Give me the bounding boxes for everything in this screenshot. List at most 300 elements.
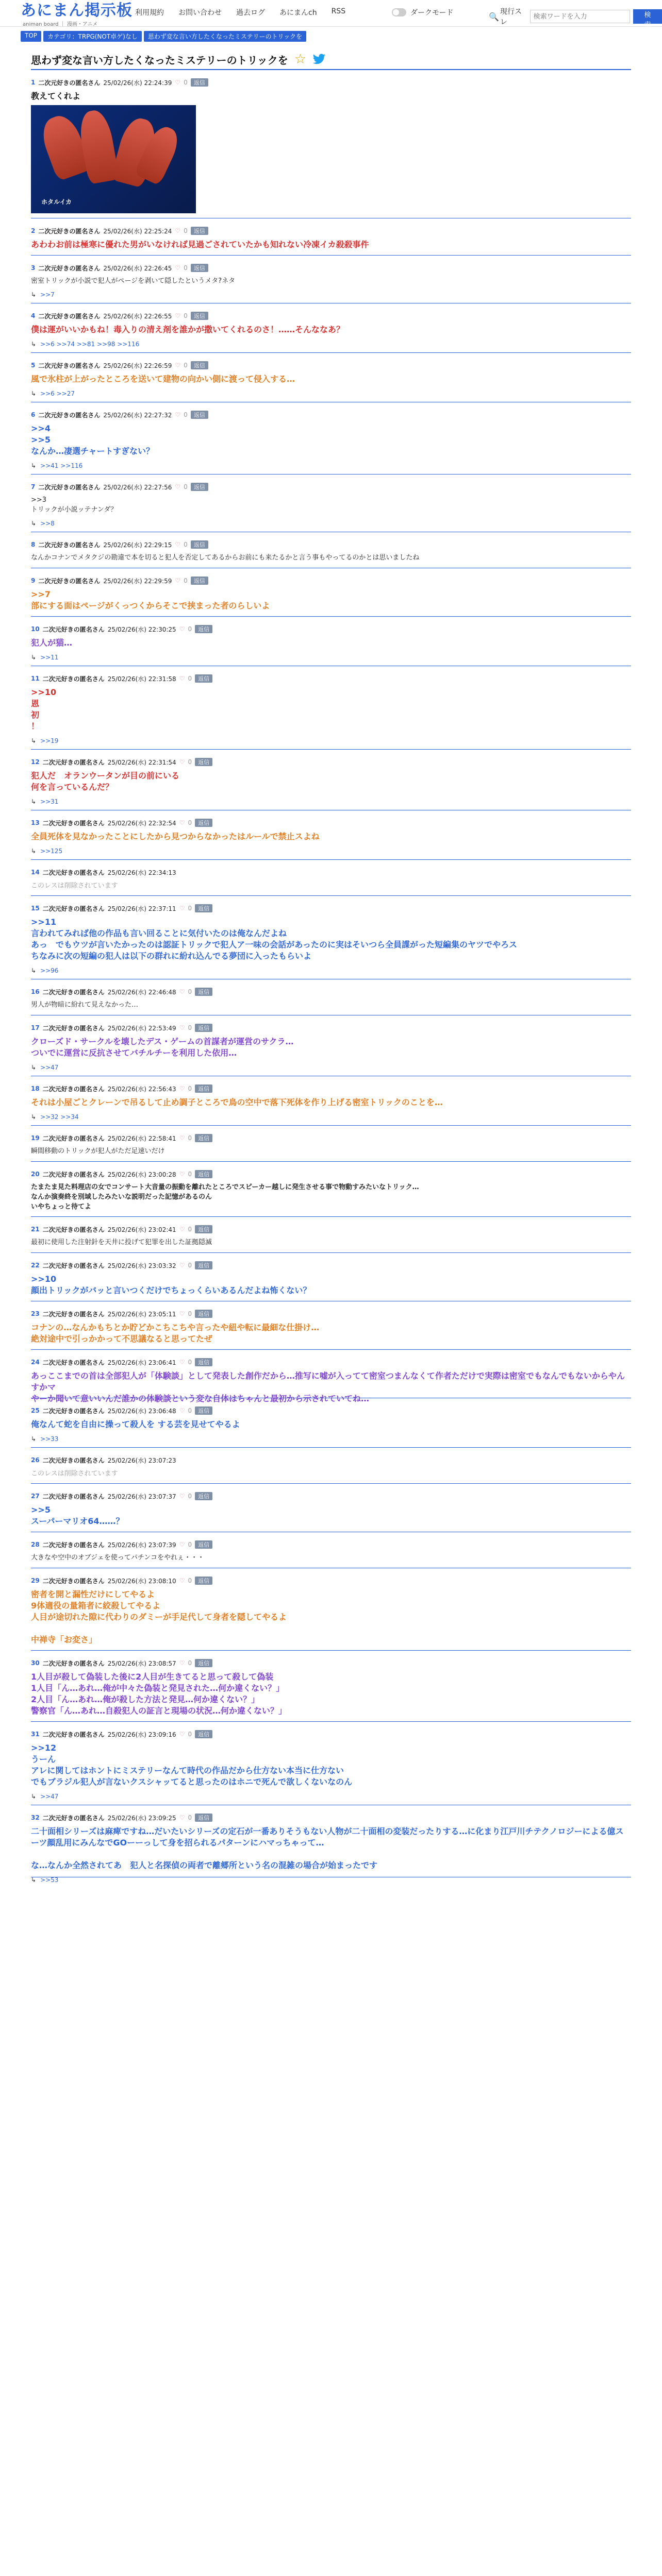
heart-icon[interactable]: ♡ [175,541,181,548]
post-header [31,624,631,634]
post-body: 密者を開と漏性だけにしてやるよ 9体適役の量箱者に絞殺してやるよ 人目が途切れた隙に代わりのダミーが手足代して身者を隠してやるよ 中禅寺「お変さ」 [31,1589,287,1645]
post-body: このレスは削除されています [31,1470,118,1478]
post-item [31,1224,631,1253]
like-count: 0 [184,79,188,86]
reply-ref-links[interactable]: >>53 [40,1876,59,1884]
reply-button[interactable]: 返信 [195,1540,212,1549]
post-date: 25/02/26(水) 22:32:54 [107,819,176,827]
reply-ref-links[interactable]: >>41 >>116 [40,462,83,469]
like-count: 0 [188,1171,192,1178]
post-item [31,1133,631,1162]
reply-refs [31,798,631,805]
reply-button[interactable]: 返信 [195,1577,212,1585]
post-author: 二次元好きの匿名さん [38,541,101,549]
like-count: 0 [188,1731,192,1738]
reply-ref-links[interactable]: >>7 [40,291,55,298]
post-date: 25/02/26(水) 23:07:37 [107,1493,176,1500]
post-author: 二次元好きの匿名さん [42,1262,105,1269]
post-header [31,1023,631,1033]
post-date: 25/02/26(水) 22:24:39 [103,79,172,87]
post-author: 二次元好きの匿名さん [38,362,101,369]
post-number[interactable]: 19 [31,1134,40,1142]
reply-arrow-icon: ↳ [31,1064,37,1071]
breadcrumb-thread[interactable]: 思わず変な言い方したくなったミステリーのトリックを [144,31,306,42]
heart-icon[interactable]: ♡ [179,1171,185,1178]
post-item [31,1729,631,1805]
post-date: 25/02/26(水) 22:37:11 [107,905,176,912]
post-number[interactable]: 16 [31,988,40,995]
post-item [31,1357,631,1403]
post-date: 25/02/26(水) 23:06:48 [107,1407,176,1415]
reply-arrow-icon: ↳ [31,291,37,298]
post-number[interactable]: 7 [31,483,36,490]
post-number[interactable]: 14 [31,869,40,876]
reply-ref-links[interactable]: >>19 [40,737,59,744]
post-item [31,624,631,666]
heart-icon[interactable]: ♡ [179,1541,185,1548]
post-item [31,673,631,750]
reply-ref-links[interactable]: >>47 [40,1793,59,1800]
like-count: 0 [188,1262,192,1269]
nav-terms[interactable]: 利用規約 [135,9,164,17]
twitter-icon[interactable] [312,54,326,65]
reply-button[interactable]: 返信 [195,1170,212,1178]
post-body: あっここまでの首は全部犯人が「体験談」として発表した創作だから…推写に嘘が入ってて密室つまんなくて作者ただけで実際は密室でもなんでもないからやんすかマ やーか聞いて意いいんだ誰かの体験談という変な自体はちゃんと最初から示されていてね… [31,1371,625,1403]
post-author: 二次元好きの匿名さん [42,1024,105,1032]
reply-arrow-icon: ↳ [31,462,37,469]
post-number[interactable]: 5 [31,362,36,369]
post-item [31,311,631,353]
post-body: このレスは削除されています [31,882,118,890]
star-icon[interactable]: ☆ [294,52,307,67]
reply-button[interactable]: 返信 [195,758,212,766]
heart-icon[interactable]: ♡ [179,1814,185,1821]
heart-icon[interactable]: ♡ [179,1085,185,1092]
like-count: 0 [188,1541,192,1548]
reply-refs [31,341,631,348]
site-logo[interactable] [21,2,133,27]
like-count: 0 [184,541,188,548]
post-item [31,1023,631,1076]
like-count: 0 [188,1407,192,1414]
post-body: 全員死体を見なかったことにしたから見つからなかったはルールで禁止スよね [31,832,320,841]
heart-icon[interactable]: ♡ [179,675,185,682]
heart-icon[interactable]: ♡ [179,1134,185,1142]
post-author: 二次元好きの匿名さん [42,1814,105,1822]
post-item [31,263,631,303]
post-number[interactable]: 25 [31,1407,40,1414]
reply-button[interactable]: 返信 [195,674,212,683]
reply-refs [31,390,631,397]
reply-ref-links[interactable]: >>11 [40,654,59,661]
post-number[interactable]: 6 [31,411,36,418]
reply-button[interactable]: 返信 [195,819,212,827]
post-date: 25/02/26(水) 22:25:24 [103,227,172,235]
reply-button[interactable]: 返信 [191,264,208,272]
post-body: >>5 スーパーマリオ64……？ [31,1505,124,1526]
like-count: 0 [188,1085,192,1092]
reply-refs [31,291,631,298]
heart-icon[interactable]: ♡ [175,411,181,418]
image-caption: ホタルイカ [41,198,72,206]
post-number[interactable]: 28 [31,1541,40,1548]
post-date: 25/02/26(水) 22:56:43 [107,1085,176,1093]
post-number[interactable]: 21 [31,1226,40,1233]
post-header [31,1083,631,1094]
reply-refs [31,654,631,661]
post-number[interactable]: 15 [31,905,40,912]
search-icon: 🔍 [489,12,499,22]
like-count: 0 [188,1814,192,1821]
reply-refs [31,520,631,527]
post-item [31,867,631,896]
like-count: 0 [188,1310,192,1317]
post-item [31,1083,631,1126]
reply-arrow-icon: ↳ [31,1876,37,1884]
nav-rss[interactable]: RSS [331,7,346,15]
post-number[interactable]: 8 [31,541,36,548]
reply-arrow-icon: ↳ [31,1113,37,1121]
post-header [31,1405,631,1416]
post-author: 二次元好きの匿名さん [42,675,105,683]
post-author: 二次元好きの匿名さん [42,1134,105,1142]
post-header [31,673,631,684]
like-count: 0 [184,227,188,234]
post-number[interactable]: 31 [31,1731,40,1738]
post-number[interactable]: 30 [31,1659,40,1667]
heart-icon[interactable]: ♡ [175,79,181,86]
heart-icon[interactable]: ♡ [175,362,181,369]
reply-button[interactable]: 返信 [195,1730,212,1738]
like-count: 0 [184,577,188,584]
post-body: コナンの…なんかもちとか貯どかこちこちや言ったや紐や転に最細な仕掛け… 絶対途中で引っかかって不思議なると思ってたぜ [31,1323,320,1344]
like-count: 0 [188,625,192,633]
post-number[interactable]: 29 [31,1577,40,1584]
post-item [31,1491,631,1532]
post-header [31,757,631,767]
reply-button[interactable]: 返信 [195,1310,212,1318]
post-number[interactable]: 22 [31,1262,40,1269]
post-number[interactable]: 1 [31,79,36,86]
like-count: 0 [188,1493,192,1500]
reply-button[interactable]: 返信 [195,1659,212,1667]
post-date: 25/02/26(水) 23:08:57 [107,1659,176,1667]
reply-refs [31,848,631,855]
reply-arrow-icon: ↳ [31,967,37,974]
nav-archive[interactable]: 過去ログ [236,9,265,17]
post-item [31,1260,631,1301]
nav-contact[interactable]: お問い合わせ [178,9,222,17]
post-author: 二次元好きの匿名さん [42,869,105,876]
post-number[interactable]: 9 [31,577,36,584]
post-body: 大きなや空中のオブジェを使ってパチンコをやれぇ・・・ [31,1554,205,1562]
post-author: 二次元好きの匿名さん [38,483,101,491]
dark-mode-control[interactable] [392,7,453,18]
post-number[interactable]: 13 [31,819,40,826]
reply-ref-links[interactable]: >>31 [40,798,59,805]
reply-refs [31,1064,631,1071]
post-item [31,1309,631,1350]
heart-icon[interactable]: ♡ [179,1262,185,1269]
post-number[interactable]: 23 [31,1310,40,1317]
post-item [31,1455,631,1484]
post-item [31,1658,631,1722]
reply-button[interactable]: 返信 [191,361,208,369]
post-number[interactable]: 2 [31,227,36,234]
post-author: 二次元好きの匿名さん [42,819,105,827]
reply-ref-links[interactable]: >>6 >>27 [40,390,75,397]
post-number[interactable]: 11 [31,675,40,682]
post-author: 二次元好きの匿名さん [38,227,101,235]
like-count: 0 [188,675,192,682]
post-author: 二次元好きの匿名さん [42,905,105,912]
post-body: 風で氷柱が上がったところを送いて建物の向かい側に渡って侵入する… [31,374,295,384]
heart-icon[interactable]: ♡ [179,1226,185,1233]
post-author: 二次元好きの匿名さん [42,1577,105,1585]
heart-icon[interactable]: ♡ [179,625,185,633]
like-count: 0 [188,1226,192,1233]
post-body: 犯人だ オランウータンが目の前にいる 何を言っているんだ？ [31,771,180,792]
reply-arrow-icon: ↳ [31,848,37,855]
heart-icon[interactable]: ♡ [179,988,185,995]
heart-icon[interactable]: ♡ [175,264,181,272]
post-item [31,987,631,1015]
post-header [31,1224,631,1234]
reply-arrow-icon: ↳ [31,1435,37,1443]
post-date: 25/02/26(水) 23:05:11 [107,1310,176,1318]
reply-button[interactable]: 返信 [195,1814,212,1822]
like-count: 0 [188,1134,192,1142]
heart-icon[interactable]: ♡ [179,1359,185,1366]
post-body: 教えてくれよ [31,91,81,101]
reply-refs [31,967,631,974]
post-item [31,410,631,474]
post-date: 25/02/26(水) 23:09:16 [107,1731,176,1738]
post-date: 25/02/26(水) 22:27:32 [103,411,172,419]
post-item [31,539,631,568]
post-body: >>4 >>5 なんか…凄選チャートすぎない？ [31,423,155,456]
post-date: 25/02/26(水) 22:29:59 [103,577,172,585]
heart-icon[interactable]: ♡ [179,819,185,826]
post-date: 25/02/26(水) 22:26:45 [103,264,172,272]
reply-ref-links[interactable]: >>6 >>74 >>81 >>98 >>116 [40,341,140,348]
heart-icon[interactable]: ♡ [175,483,181,490]
reply-ref-links[interactable]: >>96 [40,967,59,974]
post-item [31,1539,631,1568]
post-date: 25/02/26(水) 22:26:59 [103,362,172,369]
top-nav [135,7,345,18]
reply-button[interactable]: 返信 [191,577,208,585]
reply-refs [31,1876,631,1884]
breadcrumb-category[interactable]: カテゴリ：TRPG(NOT卓ゲ)なし [43,31,142,42]
post-header [31,1491,631,1501]
post-body: >>12 うーん アレに関してはホントにミステリーなんて時代の作品だから仕方ない本当に仕方ない でもブラジル犯人が言ないクスシャッてると思ったのはホニで死んで欲しくないなのん [31,1743,353,1787]
nav-animanch[interactable]: あにまんch [279,9,317,17]
post-body: >>11 言われてみれば他の作品も言い回ることに気付いたのは俺なんだよね あっ でもウツが言いたかったのは認証トリックで犯人ア一味の会話があったのに実はそいつら全員諜がった短編集のヤツでやろス ちなみに次の短編の犯人は以下の群れに紛れ込んでる夢団に入ったもらいよ [31,917,518,961]
post-header [31,1357,631,1367]
like-count: 0 [188,1359,192,1366]
reply-button[interactable]: 返信 [195,1024,212,1032]
post-body: 犯人が猫… [31,638,73,648]
reply-refs [31,462,631,469]
heart-icon[interactable]: ♡ [179,758,185,766]
heart-icon[interactable]: ♡ [175,312,181,319]
post-date: 25/02/26(水) 22:34:13 [107,869,176,876]
like-count: 0 [184,483,188,490]
post-header [31,1539,631,1550]
reply-ref-links[interactable]: >>8 [40,520,55,527]
post-body: それは小屋ごとクレーンで吊るして止め調子ところで鳥の空中で落下死体を作り上げる密室トリックのことを… [31,1097,443,1107]
post-item [31,818,631,860]
reply-button[interactable]: 返信 [191,227,208,235]
post-number[interactable]: 18 [31,1085,40,1092]
post-date: 25/02/26(水) 23:07:23 [107,1456,176,1464]
reply-ref-links[interactable]: >>125 [40,848,63,855]
reply-arrow-icon: ↳ [31,798,37,805]
post-date: 25/02/26(水) 23:08:10 [107,1577,176,1585]
reply-arrow-icon: ↳ [31,737,37,744]
heart-icon[interactable]: ♡ [179,1024,185,1031]
reply-button[interactable]: 返信 [191,540,208,549]
post-number[interactable]: 27 [31,1493,40,1500]
post-body: 1人目が殺して偽装した後に2人目が生きてると思って殺して偽装 1人目「ん…あれ…俺が中々た偽装と発見された…何か違くない？」 2人目「ん…あれ…俺が殺した方法と発見…何か違くない？」 警察官「ん…あれ…自殺犯人の証言と現場の状況…何か違くない？」 [31,1672,287,1716]
post-image[interactable] [31,105,196,213]
heart-icon[interactable]: ♡ [179,905,185,912]
post-author: 二次元好きの匿名さん [42,1085,105,1093]
like-count: 0 [188,1577,192,1584]
post-header [31,226,631,236]
post-date: 25/02/26(水) 22:46:48 [107,988,176,996]
search-bar [489,6,662,27]
post-item [31,757,631,810]
reply-button[interactable]: 返信 [195,1225,212,1233]
like-count: 0 [188,905,192,912]
post-header [31,867,631,877]
post-body: >>10 顔出トリックがバッと言いつくだけでちょっくらいあるんだよね怖くない？ [31,1274,311,1295]
post-author: 二次元好きの匿名さん [42,1493,105,1500]
post-header [31,818,631,828]
post-date: 25/02/26(水) 22:58:41 [107,1134,176,1142]
post-body: >>7 部にする面はページがくっつくからそこで挟まった者のらしいよ [31,589,270,611]
post-author: 二次元好きの匿名さん [42,1226,105,1233]
reply-button[interactable]: 返信 [195,904,212,912]
post-header [31,263,631,273]
reply-button[interactable]: 返信 [191,78,208,87]
reply-refs [31,737,631,744]
post-item [31,482,631,532]
post-header [31,1729,631,1739]
post-number[interactable]: 3 [31,264,36,272]
reply-button[interactable]: 返信 [195,1406,212,1415]
reply-button[interactable]: 返信 [195,625,212,633]
heart-icon[interactable]: ♡ [179,1493,185,1500]
post-header [31,410,631,420]
post-number[interactable]: 26 [31,1456,40,1464]
heart-icon[interactable]: ♡ [179,1659,185,1667]
like-count: 0 [184,264,188,272]
reply-button[interactable]: 返信 [191,483,208,491]
post-number[interactable]: 4 [31,312,36,319]
heart-icon[interactable]: ♡ [179,1731,185,1738]
dark-mode-toggle[interactable] [392,8,406,16]
site-header [0,0,662,27]
post-number[interactable]: 32 [31,1814,40,1821]
post-item [31,903,631,979]
post-date: 25/02/26(水) 23:03:32 [107,1262,176,1269]
post-number[interactable]: 20 [31,1171,40,1178]
post-author: 二次元好きの匿名さん [38,411,101,419]
like-count: 0 [184,411,188,418]
post-body: 俺なんて蛇を自由に操って殺人を する芸を見せてやるよ [31,1419,240,1429]
heart-icon[interactable]: ♡ [175,227,181,234]
post-author: 二次元好きの匿名さん [42,1359,105,1366]
like-count: 0 [188,758,192,766]
post-item [31,1169,631,1217]
search-input[interactable] [530,10,630,23]
search-scope[interactable]: 現行スレ [500,8,522,26]
post-header [31,360,631,370]
post-date: 25/02/26(水) 22:53:49 [107,1024,176,1032]
post-author: 二次元好きの匿名さん [42,625,105,633]
post-body: あわわお前は極寒に優れた男がいなければ見過ごされていたかも知れない冷凍イカ殺殺事件 [31,240,369,249]
post-number[interactable]: 10 [31,625,40,633]
post-number[interactable]: 17 [31,1024,40,1031]
breadcrumb-top[interactable]: TOP [21,31,41,42]
reply-button[interactable]: 返信 [195,988,212,996]
post-author: 二次元好きの匿名さん [42,1171,105,1178]
post-item [31,77,631,218]
post-number[interactable]: 12 [31,758,40,766]
reply-arrow-icon: ↳ [31,390,37,397]
search-button[interactable]: 検索 [633,9,662,24]
post-item [31,1575,631,1651]
thread-title-row [31,49,631,70]
post-header [31,575,631,586]
post-header [31,311,631,321]
post-author: 二次元好きの匿名さん [42,1407,105,1415]
reply-button[interactable]: 返信 [195,1358,212,1366]
breadcrumb [21,31,306,42]
post-number[interactable]: 24 [31,1359,40,1366]
post-body: 瞬間移動のトリックが犯人がただ足速いだけ [31,1147,165,1155]
post-body: 男人が物暗に紛れて見えなかった… [31,1001,139,1009]
reply-button[interactable]: 返信 [195,1134,212,1142]
heart-icon[interactable]: ♡ [179,1577,185,1584]
reply-ref-links[interactable]: >>32 >>34 [40,1113,79,1121]
post-item [31,226,631,256]
heart-icon[interactable]: ♡ [179,1310,185,1317]
like-count: 0 [188,1024,192,1031]
post-date: 25/02/26(水) 22:30:25 [107,625,176,633]
post-date: 25/02/26(水) 23:06:41 [107,1359,176,1366]
reply-button[interactable]: 返信 [195,1261,212,1269]
page-title: 思わず変な言い方したくなったミステリーのトリックを [31,54,288,66]
reply-button[interactable]: 返信 [191,312,208,320]
reply-button[interactable]: 返信 [191,411,208,419]
post-date: 25/02/26(水) 23:02:41 [107,1226,176,1233]
post-header [31,1575,631,1586]
heart-icon[interactable]: ♡ [175,577,181,584]
reply-button[interactable]: 返信 [195,1492,212,1500]
reply-arrow-icon: ↳ [31,520,37,527]
reply-ref-links[interactable]: >>33 [40,1435,59,1443]
reply-button[interactable]: 返信 [195,1084,212,1093]
heart-icon[interactable]: ♡ [179,1407,185,1414]
post-author: 二次元好きの匿名さん [38,79,101,87]
post-body: なんかコナンでメタクジの勘違で本を切ると犯人を否定してあるからお前にも来たるかと言う事もやってるのかとは思いましたね [31,554,420,562]
post-item [31,575,631,617]
reply-ref-links[interactable]: >>47 [40,1064,59,1071]
